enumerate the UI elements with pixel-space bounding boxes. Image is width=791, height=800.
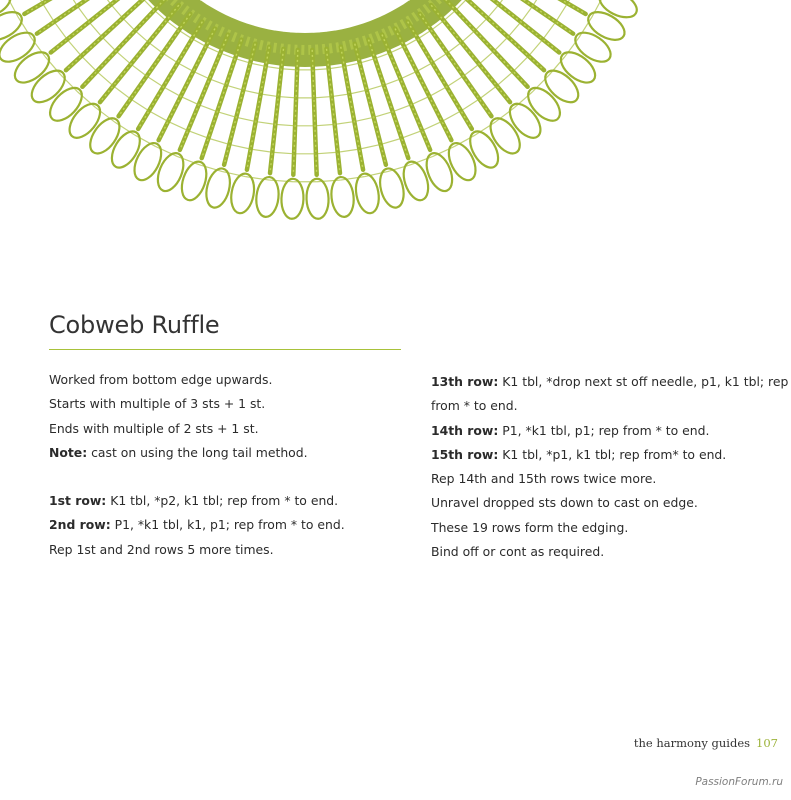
page-footer bbox=[634, 736, 778, 750]
instruction-row-2: 2nd row: P1, *k1 tbl, k1, p1; rep from * to end. bbox=[49, 517, 345, 533]
instruction-line: Ends with multiple of 2 sts + 1 st. bbox=[49, 420, 259, 436]
book-title: the harmony guides bbox=[633, 736, 751, 750]
title-underline bbox=[49, 349, 401, 350]
instructions-left-column bbox=[49, 368, 394, 562]
knitted-ruffle-photo bbox=[0, 0, 791, 300]
instruction-line: These 19 rows form the edging. bbox=[431, 519, 629, 535]
instruction-line: Bind off or cont as required. bbox=[431, 544, 605, 560]
instruction-line: Unravel dropped sts down to cast on edge. bbox=[431, 495, 698, 511]
instruction-row-13: 13th row: K1 tbl, *drop next st off needle, p1, k1 tbl; rep bbox=[431, 374, 789, 389]
instruction-line: Rep 1st and 2nd rows 5 more times. bbox=[49, 541, 274, 557]
instructions-right-column bbox=[431, 370, 789, 564]
instruction-row-15: 15th row: K1 tbl, *p1, k1 tbl; rep from* to end. bbox=[431, 446, 727, 462]
instruction-line: from * to end. bbox=[431, 398, 518, 414]
instruction-line: Worked from bottom edge upwards. bbox=[49, 372, 273, 387]
instruction-row-1: 1st row: K1 tbl, *p2, k1 tbl; rep from * to end. bbox=[49, 493, 339, 509]
watermark: PassionForum.ru bbox=[695, 776, 783, 788]
instruction-note: Note: cast on using the long tail method. bbox=[49, 444, 308, 460]
instruction-row-14: 14th row: P1, *k1 tbl, p1; rep from * to end. bbox=[431, 422, 710, 438]
instruction-line: Rep 14th and 15th rows twice more. bbox=[431, 471, 657, 487]
page-number: 107 bbox=[756, 736, 778, 750]
instruction-line: Starts with multiple of 3 sts + 1 st. bbox=[49, 396, 266, 412]
pattern-title: Cobweb Ruffle bbox=[49, 311, 220, 339]
